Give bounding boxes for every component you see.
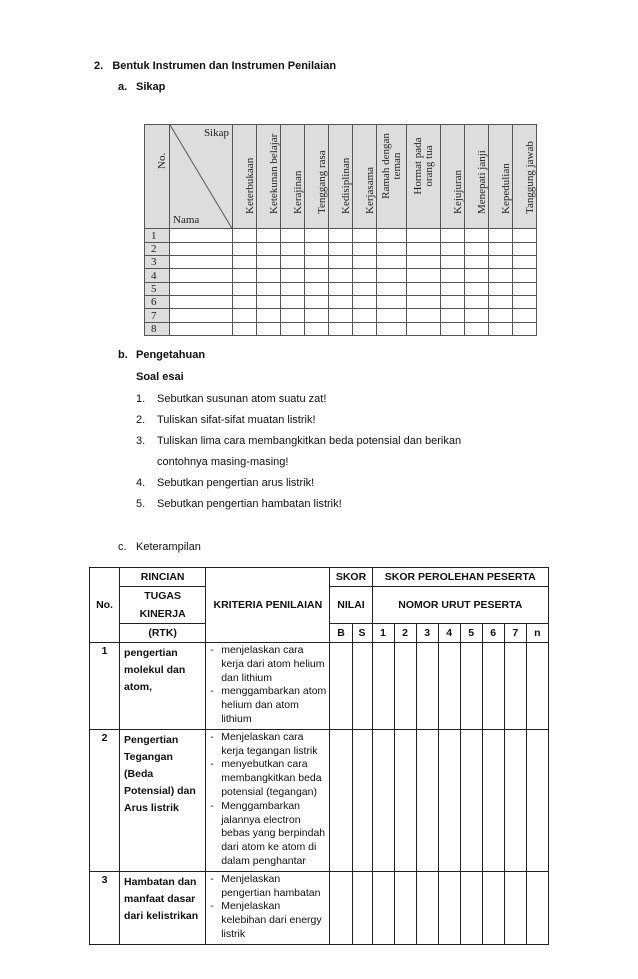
criteria-item: - Menjelaskan pengertian hambatan [208, 873, 327, 901]
row-criteria [206, 871, 330, 944]
attitude-label: Kejujuran [451, 170, 464, 215]
criteria-item: - Menjelaskan cara kerja tegangan listrik [208, 731, 327, 759]
row-no: 1 [90, 643, 120, 730]
row-number: 6 [145, 296, 170, 309]
question-text-cont: contohnya masing-masing! [157, 456, 289, 468]
header-skor: SKOR [330, 568, 372, 587]
table-row [145, 256, 537, 269]
header-s: S [352, 624, 372, 643]
essay-subtitle: Soal esai [136, 371, 184, 383]
attitude-col [441, 125, 465, 229]
attitude-label: Tanggung jawab [523, 141, 536, 215]
attitude-label: Hormat pada orang tua [411, 137, 435, 196]
header-rincian-2: TUGAS KINERJA [120, 587, 206, 624]
header-b: B [330, 624, 352, 643]
diagonal-line [170, 125, 232, 228]
row-no: 3 [90, 871, 120, 944]
attitude-col [353, 125, 377, 229]
header-rincian: RINCIAN [120, 568, 206, 587]
attitude-col [329, 125, 353, 229]
row-number: 4 [145, 269, 170, 282]
participant-col: 2 [394, 624, 416, 643]
table-row [90, 643, 549, 730]
skill-table [89, 567, 549, 945]
row-rtk: Hambatan dan manfaat dasar dari kelistrikan [120, 871, 206, 944]
header-nomor-urut: NOMOR URUT PESERTA [372, 587, 548, 624]
subsection-b-label: b. [118, 349, 128, 361]
row-criteria [206, 643, 330, 730]
row-criteria [206, 729, 330, 871]
attitude-col [465, 125, 489, 229]
attitude-label: Kerajinan [291, 171, 304, 215]
criteria-item: - Menjelaskan kelebihan dari energy listrik [208, 900, 327, 941]
subsection-c-label: c. [118, 541, 127, 553]
participant-col: 6 [482, 624, 504, 643]
attitude-label: Kepedulian [499, 163, 512, 215]
question-num: 5. [136, 498, 146, 510]
table-row [145, 309, 537, 322]
criteria-item: - menyebutkan cara membangkitkan beda potensial (tegangan) [208, 758, 327, 799]
question-num: 2. [136, 414, 146, 426]
table-row [145, 296, 537, 309]
attitude-label: Kedisiplinan [339, 158, 352, 215]
row-number: 3 [145, 256, 170, 269]
attitude-col [489, 125, 513, 229]
question-text: Tuliskan lima cara membangkitkan beda potensial dan berikan [157, 435, 462, 447]
header-sikap: Sikap [203, 127, 229, 139]
header-nama: Nama [173, 214, 200, 227]
attitude-col [281, 125, 305, 229]
header-rtk: (RTK) [120, 624, 206, 643]
subsection-a-label: a. [118, 81, 128, 93]
attitude-col [377, 125, 407, 229]
attitude-col [407, 125, 441, 229]
criteria-item: - Menggambarkan jalannya electron bebas yang berpindah dari atom ke atom di dalam penghantar [208, 800, 327, 869]
question-num: 1. [136, 393, 146, 405]
attitude-col [257, 125, 281, 229]
participant-col: 1 [372, 624, 394, 643]
row-number: 8 [145, 322, 170, 335]
table-row [145, 242, 537, 255]
attitude-label: Tenggang rasa [315, 150, 328, 215]
header-perolehan: SKOR PEROLEHAN PESERTA [372, 568, 548, 587]
row-number: 7 [145, 309, 170, 322]
row-rtk: pengertian molekul dan atom, [120, 643, 206, 730]
subsection-b-title: Pengetahuan [136, 349, 206, 361]
table-row [90, 729, 549, 871]
question-text: Sebutkan pengertian arus listrik! [157, 477, 315, 489]
participant-col: 4 [438, 624, 460, 643]
header-no: No. [90, 568, 120, 643]
participant-col: n [526, 624, 548, 643]
header-diagonal-cell [170, 125, 233, 229]
attitude-label: Ramah dengan teman [379, 133, 403, 200]
attitude-label: Ketekunan belajar [267, 134, 280, 215]
attitude-label: Kerjasama [363, 167, 376, 215]
row-number: 2 [145, 242, 170, 255]
question-text: Tuliskan sifat-sifat muatan listrik! [157, 414, 316, 426]
attitude-col [233, 125, 257, 229]
subsection-c-title: Keterampilan [136, 541, 201, 553]
criteria-item: - menjelaskan cara kerja dari atom helium dan lithium [208, 644, 327, 685]
subsection-a-title: Sikap [136, 81, 166, 93]
row-number: 1 [145, 229, 170, 242]
section-heading: 2. Bentuk Instrumen dan Instrumen Penilaian [94, 60, 337, 72]
header-kriteria: KRITERIA PENILAIAN [206, 568, 330, 643]
criteria-item: - menggambarkan atom helium dan atom lithium [208, 685, 327, 726]
table-row [145, 282, 537, 295]
table-row [145, 322, 537, 335]
question-text: Sebutkan pengertian hambatan listrik! [157, 498, 342, 510]
participant-col: 5 [460, 624, 482, 643]
table-row [90, 871, 549, 944]
question-text: Sebutkan susunan atom suatu zat! [157, 393, 327, 405]
attitude-col [305, 125, 329, 229]
row-no: 2 [90, 729, 120, 871]
participant-col: 3 [416, 624, 438, 643]
question-num: 3. [136, 435, 146, 447]
attitude-col [513, 125, 537, 229]
table-row [145, 229, 537, 242]
header-nilai: NILAI [330, 587, 372, 624]
question-num: 4. [136, 477, 146, 489]
attitude-label: Menepati janji [475, 150, 488, 215]
header-no: No. [156, 153, 168, 170]
participant-col: 7 [504, 624, 526, 643]
attitude-label: Keterbukaan [243, 158, 256, 215]
attitude-table [144, 124, 537, 336]
row-number: 5 [145, 282, 170, 295]
table-row [145, 269, 537, 282]
row-rtk: Pengertian Tegangan (Beda Potensial) dan Arus listrik [120, 729, 206, 871]
header-no-cell [145, 125, 170, 229]
